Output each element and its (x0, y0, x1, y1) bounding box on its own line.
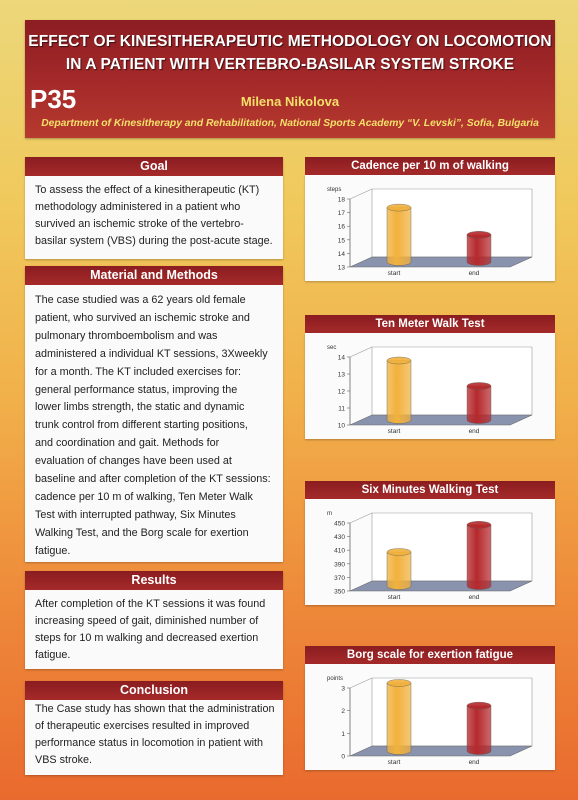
methods-box (25, 266, 283, 562)
poster-header (25, 20, 555, 138)
poster-title (25, 30, 555, 76)
bar-top-end (467, 383, 491, 390)
conclusion-box (25, 681, 283, 775)
text-line: After completion of the KT sessions it was found (35, 598, 266, 610)
y-tick-label: 370 (334, 574, 345, 582)
title-line-2: IN A PATIENT WITH VERTEBRO-BASILAR SYSTEM STROKE (65, 56, 515, 73)
department: Department of Kinesitherapy and Rehabilitation, National Sports Academy “V. Levski”, Sofia, Bulgaria (41, 118, 539, 129)
text-line: basilar system (VBS) during the post-acute stage. (35, 235, 273, 247)
x-tick-label: start (387, 428, 401, 435)
text-line: The case studied was a 62 years old female (35, 294, 246, 306)
bar-top-end (467, 702, 491, 709)
y-tick-label: 14 (337, 354, 345, 362)
bar-top-end (467, 231, 491, 238)
bar-end (467, 235, 491, 266)
y-tick-label: 430 (334, 534, 345, 542)
chart-floor (350, 746, 532, 756)
bar-end (467, 386, 491, 424)
text-line: administered a individual KT sessions, 3Xweekly (35, 347, 268, 360)
title-line-1: EFFECT OF KINESITHERAPEUTIC METHODOLOGY ON LOCOMOTION (28, 33, 552, 50)
text-line: increasing speed of gait, diminished number of (35, 615, 259, 627)
x-tick-label: start (387, 759, 401, 766)
y-tick-label: 1 (341, 730, 345, 738)
y-tick-label: 390 (334, 561, 345, 569)
bar-top-start (387, 357, 411, 364)
text-line: Test with interrupted pathway, Six Minutes (35, 508, 236, 521)
text-line: general performance status, improving the (35, 383, 238, 396)
y-tick-label: 15 (337, 237, 345, 245)
bar-top-start (387, 549, 411, 556)
x-tick-label: end (468, 594, 480, 601)
chart-floor (350, 415, 532, 425)
x-tick-label: end (468, 270, 480, 277)
chart-plot (305, 175, 555, 281)
text-line: trunk control from different starting positions, (35, 419, 248, 432)
text-line: fatigue. (35, 544, 71, 557)
results-box (25, 571, 283, 669)
y-tick-label: 410 (334, 547, 345, 555)
bar-end (467, 525, 491, 590)
y-tick-label: 14 (337, 250, 345, 258)
goal-text (35, 182, 275, 250)
bar-start (387, 208, 411, 266)
text-line: baseline and after completion of the KT sessions: (35, 473, 271, 486)
y-axis-label: m (327, 511, 332, 517)
text-line: performance status in locomotion in patient with (35, 737, 264, 749)
y-axis-label: points (327, 676, 344, 682)
bar-top-end (467, 521, 491, 528)
chart-plot (305, 499, 555, 605)
conclusion-heading: Conclusion (25, 681, 283, 700)
chart-title: Borg scale for exertion fatigue (305, 646, 555, 664)
chart-six-minutes (305, 481, 555, 605)
y-tick-label: 450 (334, 520, 345, 528)
text-line: Walking Test, and the Borg scale for exertion (35, 526, 249, 539)
text-line: of therapeutic exercises resulted in improved (35, 720, 250, 732)
text-line: survived an ischemic stroke of the vertebro- (35, 218, 244, 230)
chart-borg (305, 646, 555, 770)
poster-code: P35 (30, 84, 77, 114)
chart-floor (350, 581, 532, 591)
text-line: cadence per 10 m of walking, Ten Meter Walk (35, 490, 253, 503)
y-axis-label: steps (327, 187, 342, 193)
text-line: evaluation of changes have been used at (35, 455, 232, 468)
chart-title: Cadence per 10 m of walking (305, 157, 555, 175)
bar-top-start (387, 204, 411, 211)
text-line: pulmonary thromboembolism and was (35, 329, 218, 342)
x-tick-label: start (387, 270, 401, 277)
y-tick-label: 17 (337, 210, 345, 218)
chart-ten-meter (305, 315, 555, 439)
bar-start (387, 361, 411, 424)
goal-box (25, 157, 283, 259)
bar-end (467, 706, 491, 755)
results-text (35, 596, 275, 664)
chart-plot (305, 333, 555, 439)
text-line: steps for 10 m walking and decreased exertion (35, 632, 259, 644)
chart-title: Ten Meter Walk Test (305, 315, 555, 333)
y-tick-label: 13 (337, 371, 345, 379)
y-tick-label: 0 (341, 753, 345, 761)
goal-heading: Goal (25, 157, 283, 176)
text-line: and coordination and gait. Methods for (35, 437, 220, 450)
y-tick-label: 18 (337, 196, 345, 204)
text-line: methodology administered in a patient who (35, 201, 241, 213)
axis-edge (350, 513, 372, 523)
x-tick-label: start (387, 594, 401, 601)
author-name: Milena Nikolova (240, 94, 340, 109)
x-tick-label: end (468, 428, 480, 435)
text-line: for a month. The KT included exercises for: (35, 365, 242, 378)
axis-edge (350, 347, 372, 357)
y-tick-label: 12 (337, 388, 345, 396)
chart-plot (305, 664, 555, 770)
chart-cadence (305, 157, 555, 281)
bar-start (387, 552, 411, 590)
x-tick-label: end (468, 759, 480, 766)
text-line: The Case study has shown that the administration (35, 703, 275, 715)
text-line: VBS stroke. (35, 754, 93, 766)
methods-text (35, 292, 275, 561)
y-tick-label: 11 (338, 405, 345, 413)
y-tick-label: 2 (341, 708, 345, 716)
chart-floor (350, 257, 532, 267)
y-tick-label: 350 (334, 588, 345, 596)
bar-top-start (387, 680, 411, 687)
chart-title: Six Minutes Walking Test (305, 481, 555, 499)
axis-edge (350, 189, 372, 199)
y-tick-label: 16 (337, 223, 345, 231)
y-tick-label: 10 (337, 422, 345, 430)
conclusion-text (35, 701, 275, 769)
text-line: lower limbs strength, the static and dynamic (35, 401, 245, 414)
y-tick-label: 3 (341, 685, 345, 693)
text-line: fatigue. (35, 649, 71, 661)
results-heading: Results (25, 571, 283, 590)
text-line: patient, who survived an ischemic stroke and (35, 311, 250, 324)
y-axis-label: sec (327, 345, 337, 351)
y-tick-label: 13 (337, 264, 345, 272)
methods-heading: Material and Methods (25, 266, 283, 285)
text-line: To assess the effect of a kinesitherapeutic (KT) (35, 184, 260, 196)
axis-edge (350, 678, 372, 688)
bar-start (387, 683, 411, 755)
